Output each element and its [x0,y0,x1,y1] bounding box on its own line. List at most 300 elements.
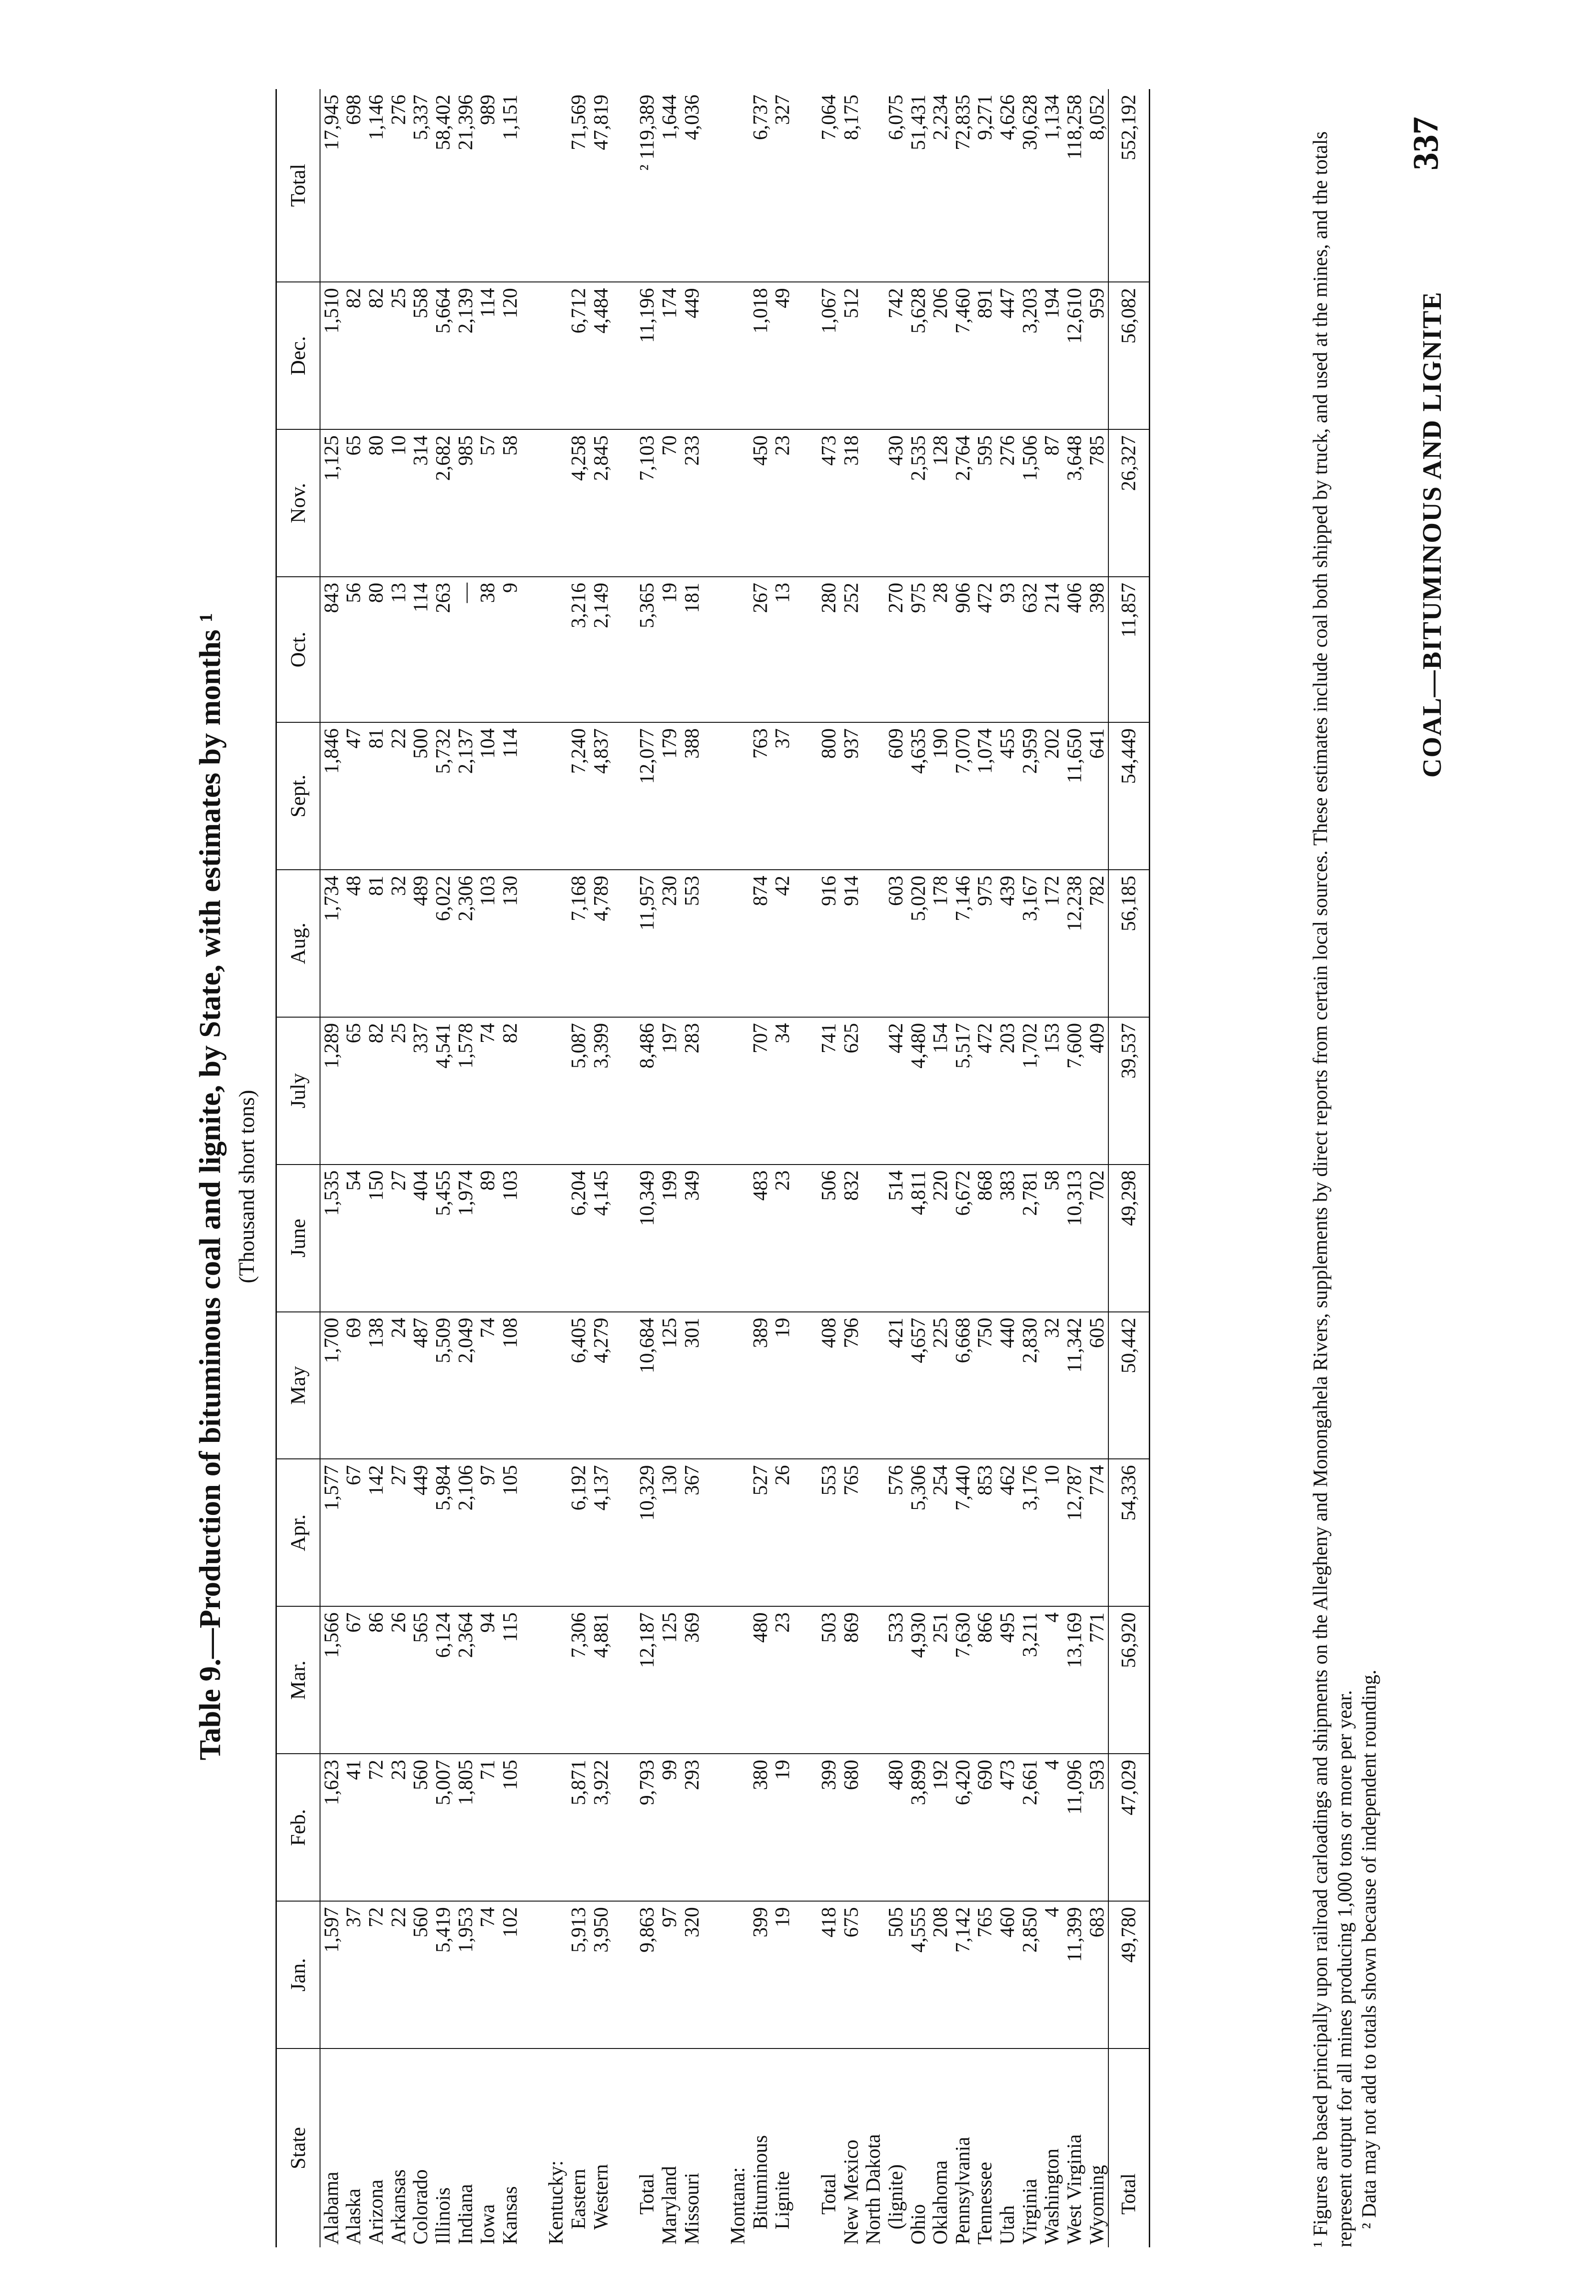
value-cell: 1,597 [320,1901,343,2048]
state-cell: Iowa [476,2204,499,2245]
table-row [885,89,907,2247]
value-cell: 1,702 [1019,1017,1041,1165]
value-cell: 5,419 [432,1901,455,2048]
value-cell: 4,137 [590,1459,613,1607]
value-cell: 65 [343,429,365,577]
value-cell: 1,125 [320,429,343,577]
table-title: Table 9.—Production of bituminous coal and lignite, by State, with estimates by months ¹ [193,613,227,1761]
value-cell: 369 [681,1606,703,1754]
value-cell: 19 [658,577,681,722]
value-cell [727,1459,749,1607]
value-cell: 866 [974,1606,996,1754]
footnotes [1309,89,1381,2247]
value-cell: 4 [1041,1754,1063,1901]
value-cell: 1,067 [818,282,840,429]
table-row [1086,89,1109,2247]
value-cell: 483 [749,1165,772,1312]
table-row [568,89,590,2247]
table-row [636,89,658,2247]
value-cell: 293 [681,1754,703,1901]
value-cell: 1,846 [320,722,343,870]
value-cell: 1,577 [320,1459,343,1607]
value-cell: 320 [681,1901,703,2048]
value-cell: 7,142 [952,1901,974,2048]
value-cell [727,282,749,429]
table-row [996,89,1019,2247]
value-cell: 9 [499,577,522,722]
state-cell: Tennessee [973,2161,996,2245]
value-cell [727,89,749,282]
table-row [455,89,477,2247]
value-cell: 593 [1086,1754,1109,1901]
value-cell: 13 [388,577,410,722]
value-cell: 115 [499,1606,522,1754]
value-cell: 105 [499,1754,522,1901]
value-cell: 440 [996,1312,1019,1459]
value-cell: 480 [749,1606,772,1754]
value-cell [727,722,749,870]
value-cell: 421 [885,1312,907,1459]
state-cell: Maryland [658,2166,680,2245]
footnote-1: ¹ Figures are based principally upon railroad carloadings and shipments on the Allegheny and Monongahela Rivers, supplements by direct reports from certain local sources. These estimates include coal both shipped by truck, and used at the mines, and the totals represent output for all mines producing 1,000 tons or more per year. [1309,131,1356,2247]
value-cell: 318 [840,429,863,577]
value-cell: 41 [343,1754,365,1901]
value-cell: 975 [974,870,996,1017]
state-cell: Oklahoma [929,2160,952,2245]
value-cell: ² 119,389 [636,89,658,282]
value-cell: 473 [996,1754,1019,1901]
value-cell: 503 [818,1606,840,1754]
value-cell: 442 [885,1017,907,1165]
value-cell: 56,920 [1108,1606,1149,1754]
value-cell: 87 [1041,429,1063,577]
value-cell [545,1312,568,1459]
column-header: July [276,1017,320,1165]
value-cell: 2,764 [952,429,974,577]
value-cell: 4,484 [590,282,613,429]
value-cell: 5,087 [568,1017,590,1165]
value-cell: 8,052 [1086,89,1109,282]
value-cell: 2,137 [455,722,477,870]
value-cell: 72 [365,1754,388,1901]
value-cell: 23 [771,1165,794,1312]
value-cell: 750 [974,1312,996,1459]
value-cell: 1,146 [365,89,388,282]
value-cell: 460 [996,1901,1019,2048]
table-row [388,89,410,2247]
value-cell: 5,365 [636,577,658,722]
state-cell: Kansas [498,2186,521,2245]
value-cell: 916 [818,870,840,1017]
value-cell [545,282,568,429]
value-cell: 74 [477,1901,499,2048]
value-cell: 4,635 [907,722,930,870]
value-cell: 125 [658,1312,681,1459]
value-cell: 37 [771,722,794,870]
value-cell: 26 [388,1606,410,1754]
value-cell: 462 [996,1459,1019,1607]
table-row [343,89,365,2247]
state-cell: Bituminous [748,2135,771,2245]
value-cell: 2,306 [455,870,477,1017]
column-header: June [276,1165,320,1312]
value-cell: 72 [365,1901,388,2048]
value-cell: 641 [1086,722,1109,870]
value-cell [727,1165,749,1312]
column-header: May [276,1312,320,1459]
value-cell: 5,913 [568,1901,590,2048]
value-cell: 763 [749,722,772,870]
state-cell: Wyoming [1085,2165,1108,2245]
group-spacer [794,89,818,2247]
value-cell: 49 [771,282,794,429]
value-cell: 4,541 [432,1017,455,1165]
value-cell: 447 [996,282,1019,429]
value-cell: 2,364 [455,1606,477,1754]
value-cell: 70 [658,429,681,577]
value-cell: 6,405 [568,1312,590,1459]
value-cell [862,870,885,1017]
value-cell: 4,930 [907,1606,930,1754]
value-cell: 2,781 [1019,1165,1041,1312]
value-cell [545,1754,568,1901]
table-row [410,89,432,2247]
value-cell: 2,661 [1019,1754,1041,1901]
state-cell: (lignite) [884,2164,907,2245]
value-cell: 42 [771,870,794,1017]
value-cell: 6,668 [952,1312,974,1459]
value-cell: 327 [771,89,794,282]
value-cell: 1,623 [320,1754,343,1901]
group-spacer [703,89,727,2247]
value-cell [862,1901,885,2048]
production-table [275,89,1150,2247]
value-cell [545,870,568,1017]
value-cell: 27 [388,1165,410,1312]
value-cell: 181 [681,577,703,722]
value-cell: 102 [499,1901,522,2048]
value-cell: 49,298 [1108,1165,1149,1312]
value-cell: 449 [681,282,703,429]
value-cell: 283 [681,1017,703,1165]
value-cell: 506 [818,1165,840,1312]
column-header: Aug. [276,870,320,1017]
value-cell: 206 [929,282,952,429]
table-row [727,89,749,2247]
value-cell: 5,306 [907,1459,930,1607]
value-cell: 914 [840,870,863,1017]
value-cell: 192 [929,1754,952,1901]
value-cell: 2,830 [1019,1312,1041,1459]
value-cell: 11,857 [1108,577,1149,722]
value-cell: 276 [996,429,1019,577]
value-cell: 22 [388,722,410,870]
value-cell: 130 [658,1459,681,1607]
value-cell: 26 [771,1459,794,1607]
value-cell: 1,074 [974,722,996,870]
value-cell: 120 [499,282,522,429]
value-cell: 194 [1041,282,1063,429]
value-cell: 7,630 [952,1606,974,1754]
table-row [929,89,952,2247]
value-cell: 500 [410,722,432,870]
table-row [320,89,343,2247]
value-cell: 367 [681,1459,703,1607]
value-cell: 388 [681,722,703,870]
value-cell: 4,626 [996,89,1019,282]
value-cell: 86 [365,1606,388,1754]
value-cell: 1,510 [320,282,343,429]
column-header: Jan. [276,1901,320,2048]
value-cell: 4,279 [590,1312,613,1459]
value-cell: 190 [929,722,952,870]
value-cell: 4,811 [907,1165,930,1312]
table-header-row [276,89,320,2247]
value-cell: 398 [1086,577,1109,722]
value-cell: 214 [1041,577,1063,722]
table-row [862,89,885,2247]
value-cell: 72,835 [952,89,974,282]
value-cell: 225 [929,1312,952,1459]
value-cell: 301 [681,1312,703,1459]
state-cell: Alabama [320,2172,343,2245]
value-cell: 455 [996,722,1019,870]
value-cell: 19 [771,1901,794,2048]
value-cell: 495 [996,1606,1019,1754]
value-cell: 675 [840,1901,863,2048]
value-cell: 4,657 [907,1312,930,1459]
value-cell: 11,957 [636,870,658,1017]
table-row [365,89,388,2247]
value-cell: 27 [388,1459,410,1607]
value-cell: 54 [343,1165,365,1312]
value-cell: 12,610 [1063,282,1086,429]
value-cell: 3,399 [590,1017,613,1165]
value-cell: 270 [885,577,907,722]
value-cell: 2,149 [590,577,613,722]
value-cell: 868 [974,1165,996,1312]
value-cell: 609 [885,722,907,870]
value-cell: 5,020 [907,870,930,1017]
value-cell: 38 [477,577,499,722]
value-cell: 480 [885,1754,907,1901]
value-cell: 154 [929,1017,952,1165]
value-cell: 1,566 [320,1606,343,1754]
value-cell: 202 [1041,722,1063,870]
value-cell: 2,049 [455,1312,477,1459]
state-cell: Washington [1040,2148,1063,2245]
table-row [840,89,863,2247]
table-row [749,89,772,2247]
value-cell: 383 [996,1165,1019,1312]
value-cell: 418 [818,1901,840,2048]
value-cell: 39,537 [1108,1017,1149,1165]
value-cell: 5,517 [952,1017,974,1165]
value-cell: 1,151 [499,89,522,282]
value-cell: 47 [343,722,365,870]
value-cell: 4 [1041,1606,1063,1754]
value-cell: 81 [365,870,388,1017]
value-cell: 853 [974,1459,996,1607]
value-cell: 67 [343,1459,365,1607]
value-cell: 489 [410,870,432,1017]
value-cell: 2,139 [455,282,477,429]
value-cell: 263 [432,577,455,722]
table-subtitle: (Thousand short tons) [235,1090,259,1283]
value-cell: 560 [410,1754,432,1901]
value-cell: 5,664 [432,282,455,429]
value-cell: 2,850 [1019,1901,1041,2048]
value-cell: 3,922 [590,1754,613,1901]
value-cell: 7,064 [818,89,840,282]
state-cell: Indiana [454,2184,477,2245]
table-row [771,89,794,2247]
value-cell: 399 [749,1901,772,2048]
value-cell: 605 [1086,1312,1109,1459]
value-cell [545,1901,568,2048]
value-cell: 552,192 [1108,89,1149,282]
running-title: COAL—BITUMINOUS AND LIGNITE [1417,291,1447,778]
value-cell: 1,578 [455,1017,477,1165]
state-cell: Pennsylvania [951,2137,974,2245]
value-cell [727,1312,749,1459]
value-cell: 89 [477,1165,499,1312]
value-cell: 103 [477,870,499,1017]
value-cell: 832 [840,1165,863,1312]
column-header: Nov. [276,429,320,577]
value-cell: 7,146 [952,870,974,1017]
value-cell: 150 [365,1165,388,1312]
value-cell: 6,204 [568,1165,590,1312]
value-cell: 6,192 [568,1459,590,1607]
value-cell: 5,337 [410,89,432,282]
value-cell: 22 [388,1901,410,2048]
value-cell: 142 [365,1459,388,1607]
value-cell [862,429,885,577]
value-cell: 1,289 [320,1017,343,1165]
value-cell: 251 [929,1606,952,1754]
value-cell: 108 [499,1312,522,1459]
value-cell: 19 [771,1312,794,1459]
value-cell: 17,945 [320,89,343,282]
table-row [1108,89,1149,2247]
value-cell: 439 [996,870,1019,1017]
value-cell: 6,712 [568,282,590,429]
value-cell: 54,449 [1108,722,1149,870]
value-cell: 276 [388,89,410,282]
value-cell: 698 [343,89,365,282]
value-cell: 389 [749,1312,772,1459]
value-cell: 23 [771,1606,794,1754]
table-body [320,89,1150,2247]
value-cell: 6,022 [432,870,455,1017]
value-cell: 3,211 [1019,1606,1041,1754]
value-cell: 99 [658,1754,681,1901]
value-cell: 741 [818,1017,840,1165]
value-cell: 69 [343,1312,365,1459]
value-cell: 82 [499,1017,522,1165]
value-cell: 94 [477,1606,499,1754]
value-cell: 800 [818,722,840,870]
value-cell: 179 [658,722,681,870]
value-cell: 7,440 [952,1459,974,1607]
value-cell: 32 [1041,1312,1063,1459]
page-number: 337 [1405,117,1445,170]
value-cell: 80 [365,577,388,722]
value-cell: 174 [658,282,681,429]
value-cell: 632 [1019,577,1041,722]
column-header: Oct. [276,577,320,722]
value-cell [545,722,568,870]
value-cell: 409 [1086,1017,1109,1165]
value-cell: 959 [1086,282,1109,429]
footnote-2: ² Data may not add to totals shown because of independent rounding. [1357,1669,1380,2229]
value-cell: 450 [749,429,772,577]
column-header: Total [276,89,320,282]
value-cell: 11,096 [1063,1754,1086,1901]
value-cell [862,1165,885,1312]
value-cell [862,577,885,722]
state-cell: Utah [996,2205,1018,2245]
value-cell: 707 [749,1017,772,1165]
value-cell: 130 [499,870,522,1017]
value-cell: 125 [658,1606,681,1754]
value-cell: 3,203 [1019,282,1041,429]
value-cell: 7,070 [952,722,974,870]
value-cell: 1,805 [455,1754,477,1901]
value-cell: 380 [749,1754,772,1901]
value-cell: 12,187 [636,1606,658,1754]
value-cell [727,1606,749,1754]
value-cell: 12,238 [1063,870,1086,1017]
value-cell [545,89,568,282]
value-cell: 7,168 [568,870,590,1017]
table-row [952,89,974,2247]
value-cell: 10,313 [1063,1165,1086,1312]
value-cell: 28 [929,577,952,722]
value-cell: 472 [974,1017,996,1165]
state-cell: Montana: [726,2167,749,2245]
value-cell: 2,234 [929,89,952,282]
value-cell: 97 [477,1459,499,1607]
value-cell: 105 [499,1459,522,1607]
value-cell [545,577,568,722]
state-cell: Kentucky: [545,2160,568,2245]
value-cell: 19 [771,1754,794,1901]
value-cell: 771 [1086,1606,1109,1754]
value-cell: 4,881 [590,1606,613,1754]
value-cell: 1,734 [320,870,343,1017]
value-cell: 254 [929,1459,952,1607]
value-cell [545,429,568,577]
value-cell: 406 [1063,577,1086,722]
value-cell [862,1312,885,1459]
value-cell: 10 [1041,1459,1063,1607]
value-cell: 7,306 [568,1606,590,1754]
value-cell: 690 [974,1754,996,1901]
value-cell: 5,984 [432,1459,455,1607]
value-cell: 24 [388,1312,410,1459]
value-cell: 3,176 [1019,1459,1041,1607]
value-cell: 97 [658,1901,681,2048]
value-cell: 37 [343,1901,365,2048]
value-cell: 47,819 [590,89,613,282]
value-cell: 487 [410,1312,432,1459]
value-cell: 71,569 [568,89,590,282]
value-cell: 50,442 [1108,1312,1149,1459]
value-cell: 683 [1086,1901,1109,2048]
value-cell: 625 [840,1017,863,1165]
